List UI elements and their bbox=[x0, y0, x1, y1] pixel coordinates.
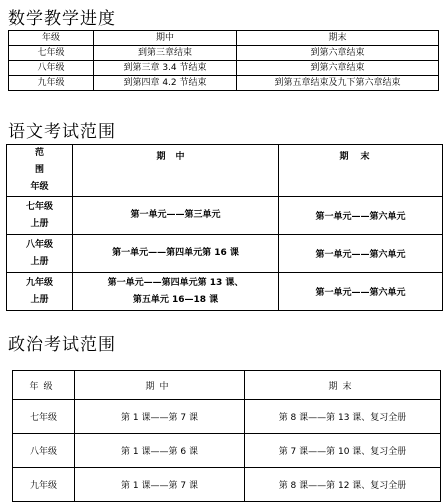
table-row bbox=[7, 197, 443, 235]
header-corner-line: 年级 bbox=[30, 182, 49, 192]
table-header-row bbox=[9, 31, 439, 46]
header-final-label: 期末 bbox=[339, 152, 382, 162]
table-row bbox=[9, 46, 439, 61]
header-final-label: 期末 bbox=[328, 381, 357, 392]
header-midterm: 期中 bbox=[94, 31, 237, 46]
midterm-cell: 第 1 课——第 6 课 bbox=[75, 434, 245, 468]
table-row bbox=[9, 76, 439, 91]
final-cell: 第 8 课——第 13 课、复习全册 bbox=[245, 400, 441, 434]
grade-cell bbox=[7, 235, 73, 273]
final-cell: 第一单元——第六单元 bbox=[279, 273, 443, 311]
final-cell: 第 7 课——第 10 课、复习全册 bbox=[245, 434, 441, 468]
midterm-range: 第五单元 16—18 课 bbox=[132, 294, 219, 305]
final-cell: 到第六章结束 bbox=[237, 46, 439, 61]
midterm-range: 第一单元——第四单元第 13 课、 bbox=[107, 277, 244, 288]
midterm-cell bbox=[73, 273, 279, 311]
grade-cell bbox=[7, 197, 73, 235]
chinese-title: 语文考试范围 bbox=[8, 122, 116, 142]
header-grade bbox=[13, 371, 75, 400]
header-corner-line: 范 bbox=[34, 148, 44, 158]
header-corner-line: 围 bbox=[34, 165, 44, 175]
table-row bbox=[7, 273, 443, 311]
midterm-cell: 第 1 课——第 7 课 bbox=[75, 468, 245, 502]
chinese-exam-table bbox=[6, 144, 443, 311]
grade-cell: 九年级 bbox=[13, 468, 75, 502]
grade-label: 九年级 bbox=[25, 277, 53, 288]
table-row bbox=[7, 235, 443, 273]
midterm-range: 第一单元——第四单元第 16 课 bbox=[112, 248, 239, 258]
grade-cell: 七年级 bbox=[13, 400, 75, 434]
grade-volume: 上册 bbox=[30, 218, 49, 229]
header-grade: 年级 bbox=[9, 31, 94, 46]
grade-cell: 九年级 bbox=[9, 76, 94, 91]
final-cell: 第一单元——第六单元 bbox=[279, 235, 443, 273]
header-final bbox=[245, 371, 441, 400]
header-midterm bbox=[75, 371, 245, 400]
table-row bbox=[9, 61, 439, 76]
table-row bbox=[13, 434, 441, 468]
final-cell: 第一单元——第六单元 bbox=[279, 197, 443, 235]
header-final: 期末 bbox=[237, 31, 439, 46]
header-final bbox=[279, 145, 443, 197]
header-midterm-label: 期中 bbox=[156, 152, 195, 162]
table-row bbox=[13, 400, 441, 434]
table-header-row bbox=[13, 371, 441, 400]
politics-exam-table bbox=[12, 370, 441, 502]
final-cell: 到第五章结束及九下第六章结束 bbox=[237, 76, 439, 91]
header-midterm-label: 期中 bbox=[145, 381, 174, 392]
header-corner bbox=[7, 145, 73, 197]
grade-label: 七年级 bbox=[25, 201, 53, 212]
midterm-cell bbox=[73, 235, 279, 273]
midterm-cell: 到第四章 4.2 节结束 bbox=[94, 76, 237, 91]
table-row bbox=[13, 468, 441, 502]
grade-cell: 八年级 bbox=[13, 434, 75, 468]
header-midterm bbox=[73, 145, 279, 197]
grade-cell bbox=[7, 273, 73, 311]
math-title: 数学教学进度 bbox=[8, 9, 116, 29]
midterm-range: 第一单元——第三单元 bbox=[130, 210, 221, 220]
midterm-cell: 到第三章 3.4 节结束 bbox=[94, 61, 237, 76]
politics-title: 政治考试范围 bbox=[8, 335, 116, 355]
midterm-cell: 第 1 课——第 7 课 bbox=[75, 400, 245, 434]
grade-cell: 八年级 bbox=[9, 61, 94, 76]
midterm-cell bbox=[73, 197, 279, 235]
grade-volume: 上册 bbox=[30, 294, 49, 305]
midterm-cell: 到第三章结束 bbox=[94, 46, 237, 61]
table-header-row bbox=[7, 145, 443, 197]
final-cell: 到第六章结束 bbox=[237, 61, 439, 76]
header-grade-label: 年级 bbox=[29, 381, 58, 392]
grade-cell: 七年级 bbox=[9, 46, 94, 61]
grade-label: 八年级 bbox=[25, 239, 53, 250]
grade-volume: 上册 bbox=[30, 256, 49, 267]
final-cell: 第 8 课——第 12 课、复习全册 bbox=[245, 468, 441, 502]
math-progress-table bbox=[8, 30, 439, 91]
